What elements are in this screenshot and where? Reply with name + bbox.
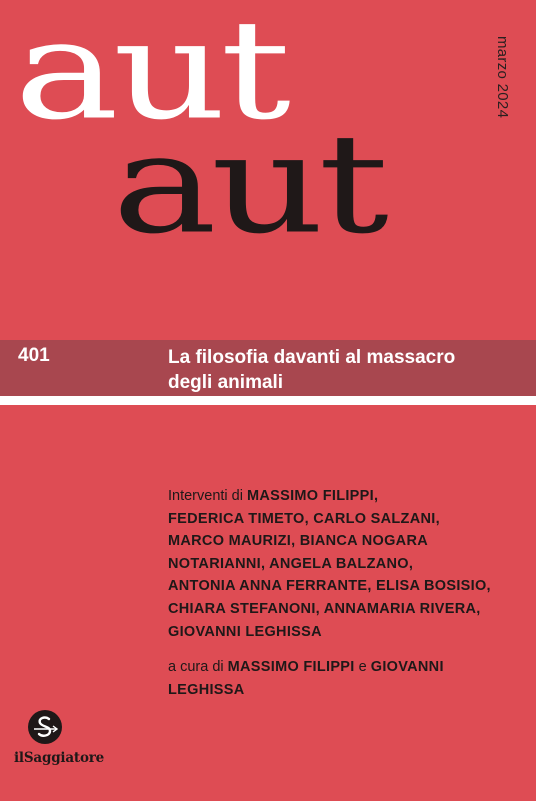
publisher-name: ilSaggiatore <box>14 750 105 766</box>
contributors-intro: Interventi di <box>168 488 243 504</box>
contributors-line-2: FEDERICA TIMETO, CARLO SALZANI, <box>168 510 440 527</box>
issue-date: marzo 2024 <box>494 36 511 119</box>
issue-number: 401 <box>18 345 50 366</box>
editors-block <box>168 656 498 701</box>
issue-title-line-2: degli animali <box>168 372 284 393</box>
contributors-line-3: MARCO MAURIZI, BIANCA NOGARA <box>168 533 428 550</box>
contributor-names: MASSIMO FILIPPI, <box>247 488 379 504</box>
contributors-block <box>168 485 498 643</box>
contributors-line-6: CHIARA STEFANONI, ANNAMARIA RIVERA, <box>168 600 481 617</box>
masthead-aut-top: aut <box>14 0 286 151</box>
contributors-line-7: GIOVANNI LEGHISSA <box>168 623 322 640</box>
contributors-line-5: ANTONIA ANNA FERRANTE, ELISA BOSISIO, <box>168 578 491 595</box>
editors-conjunction: e <box>358 659 367 675</box>
editors-intro: a cura di <box>168 659 224 675</box>
publisher-logo-icon <box>28 710 62 744</box>
editors-line-1 <box>168 656 498 679</box>
contributors-line-4: NOTARIANNI, ANGELA BALZANO, <box>168 555 414 572</box>
publisher-s-glyph-icon <box>28 710 62 744</box>
issue-title-line-1: La filosofia davanti al massacro <box>168 347 456 368</box>
editor-name-2-last: LEGHISSA <box>168 681 245 698</box>
editor-name-2-first: GIOVANNI <box>370 659 444 675</box>
issue-title <box>168 345 508 395</box>
editor-name-1: MASSIMO FILIPPI <box>227 659 355 675</box>
masthead-aut-bottom: aut <box>112 104 384 265</box>
contributors-line-1 <box>168 485 498 508</box>
divider-rule <box>0 396 536 405</box>
